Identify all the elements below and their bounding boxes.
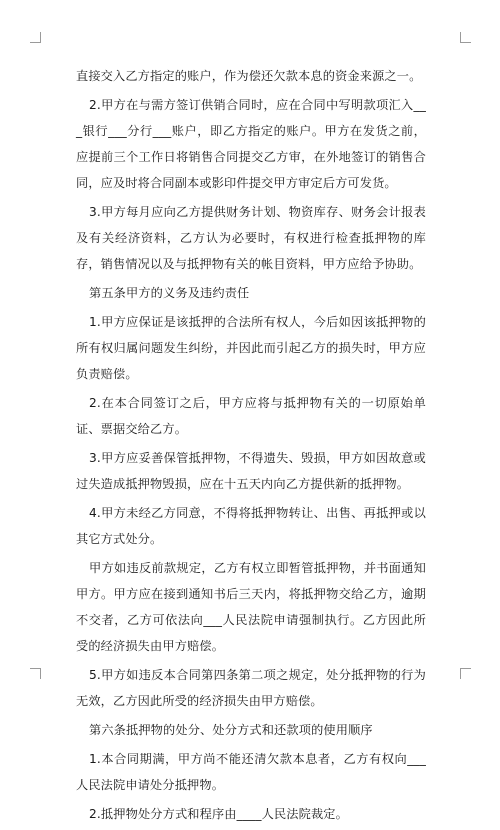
crop-mark-top-right bbox=[460, 32, 471, 43]
paragraph-clause-5-2: 2.在本合同签订之后，甲方应将与抵押物有关的一切原始单证、票据交给乙方。 bbox=[76, 396, 426, 436]
crop-mark-bottom-right bbox=[460, 668, 471, 679]
paragraph-clause-5-1: 1.甲方应保证是该抵押的合法所有权人，今后如因该抵押物的所有权归属问题发生纠纷，并因此而引起乙方的损失时，甲方应负责赔偿。 bbox=[76, 315, 426, 381]
paragraph-clause-5-4-breach: 甲方如违反前款规定，乙方有权立即暂管抵押物，并书面通知甲方。甲方应在接到通知书后三天内，将抵押物交给乙方，逾期不交者，乙方可依法向___人民法院申请强制执行。乙方因此所受的经济损失由甲方赔偿。 bbox=[76, 561, 426, 653]
paragraph-clause-5-5: 5.甲方如违反本合同第四条第二项之规定，处分抵押物的行为无效，乙方因此所受的经济损失由甲方赔偿。 bbox=[76, 668, 426, 708]
crop-mark-top-left bbox=[30, 32, 41, 43]
section-heading-article-5: 第五条甲方的义务及违约责任 bbox=[89, 286, 250, 300]
section-heading-article-6: 第六条抵押物的处分、处分方式和还款项的使用顺序 bbox=[89, 723, 373, 737]
paragraph-continuation: 直接交入乙方指定的账户，作为偿还欠款本息的资金来源之一。 bbox=[76, 69, 422, 83]
crop-mark-bottom-left bbox=[30, 668, 41, 679]
document-page bbox=[76, 63, 426, 830]
paragraph-clause-4-3: 3.甲方每月应向乙方提供财务计划、物资库存、财务会计报表及有关经济资料，乙方认为必要时，有权进行检查抵押物的库存，销售情况以及与抵押物有关的帐目资料，甲方应给予协助。 bbox=[76, 205, 426, 271]
paragraph-clause-5-4: 4.甲方未经乙方同意，不得将抵押物转让、出售、再抵押或以其它方式处分。 bbox=[76, 506, 426, 546]
paragraph-clause-6-2: 2.抵押物处分方式和程序由____人民法院裁定。 bbox=[89, 807, 348, 821]
paragraph-clause-4-2: 2.甲方在与需方签订供销合同时，应在合同中写明款项汇入___银行___分行___账户，即乙方指定的账户。甲方在发货之前，应提前三个工作日将销售合同提交乙方审，在外地签订的销售合同，应及时将合同副本或影印件提交甲方审定后方可发货。 bbox=[76, 98, 426, 190]
paragraph-clause-6-1: 1.本合同期满，甲方尚不能还清欠款本息者，乙方有权向___人民法院申请处分抵押物。 bbox=[76, 752, 426, 792]
paragraph-clause-5-3: 3.甲方应妥善保管抵押物，不得遗失、毁损，甲方如因故意或过失造成抵押物毁损，应在十五天内向乙方提供新的抵押物。 bbox=[76, 451, 426, 491]
